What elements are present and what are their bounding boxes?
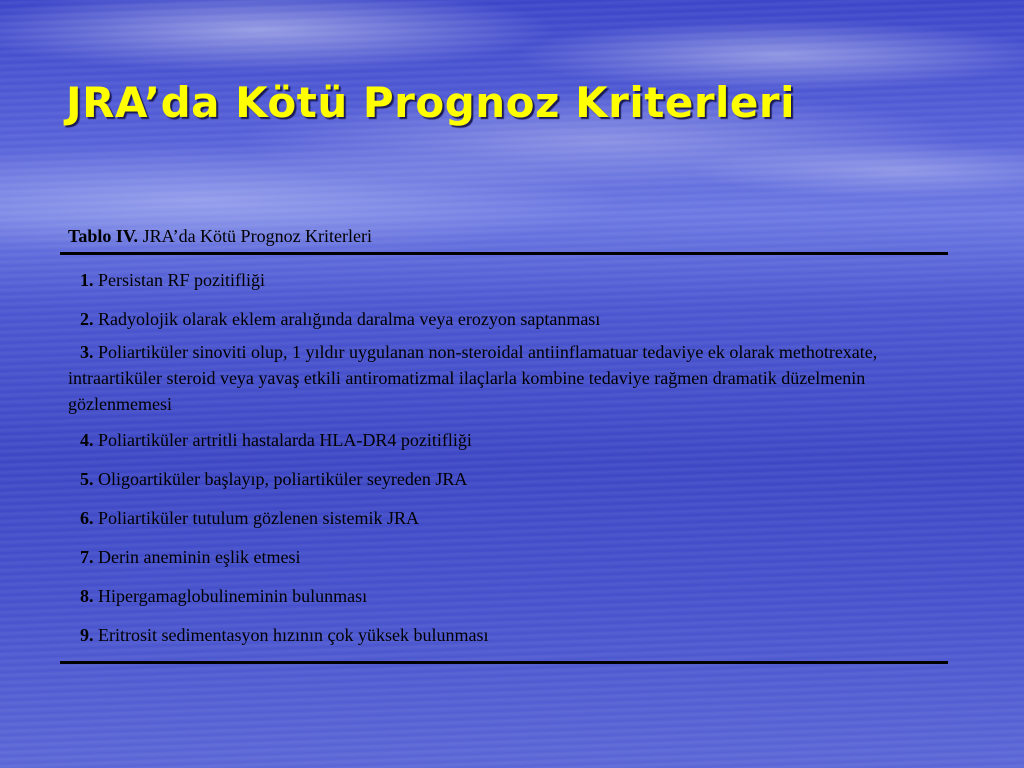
item-number: 4. xyxy=(80,430,94,450)
list-item xyxy=(60,499,948,538)
item-number: 3. xyxy=(80,342,94,362)
caption-text: JRA’da Kötü Prognoz Kriterleri xyxy=(138,226,373,246)
item-number: 9. xyxy=(80,625,94,645)
item-text: Derin aneminin eşlik etmesi xyxy=(93,547,301,567)
item-text: Hipergamaglobulineminin bulunması xyxy=(93,586,368,606)
criteria-table xyxy=(60,222,948,664)
item-number: 8. xyxy=(80,586,94,606)
bottom-rule xyxy=(60,661,948,664)
item-text: Persistan RF pozitifliği xyxy=(93,270,266,290)
item-number: 5. xyxy=(80,469,94,489)
list-item xyxy=(60,538,948,577)
table-caption xyxy=(60,222,948,252)
item-text: Poliartiküler artritli hastalarda HLA-DR4 pozitifliği xyxy=(93,430,472,450)
item-text: Poliartiküler sinoviti olup, 1 yıldır uygulanan non-steroidal antiinflamatuar tedaviye ek olarak methotrexate, intraartiküler steroid veya yavaş etkili antiromatizmal ilaçlarla kombine tedaviye rağmen dramatik düzelmenin gözlenmemesi xyxy=(68,342,878,414)
item-text: Eritrosit sedimentasyon hızının çok yüksek bulunması xyxy=(93,625,489,645)
criteria-list xyxy=(60,261,948,655)
list-item xyxy=(60,616,948,655)
caption-label: Tablo IV. xyxy=(68,226,139,246)
top-rule xyxy=(60,252,948,255)
list-item xyxy=(60,421,948,460)
item-text: Poliartiküler tutulum gözlenen sistemik JRA xyxy=(93,508,419,528)
item-text: Radyolojik olarak eklem aralığında daralma veya erozyon saptanması xyxy=(93,309,601,329)
item-number: 7. xyxy=(80,547,94,567)
list-item xyxy=(60,577,948,616)
item-number: 2. xyxy=(80,309,94,329)
list-item xyxy=(60,460,948,499)
list-item xyxy=(60,339,948,421)
list-item xyxy=(60,300,948,339)
item-number: 1. xyxy=(80,270,94,290)
list-item xyxy=(60,261,948,300)
item-number: 6. xyxy=(80,508,94,528)
item-text: Oligoartiküler başlayıp, poliartiküler seyreden JRA xyxy=(93,469,468,489)
slide-title: JRA’da Kötü Prognoz Kriterleri xyxy=(66,78,796,127)
